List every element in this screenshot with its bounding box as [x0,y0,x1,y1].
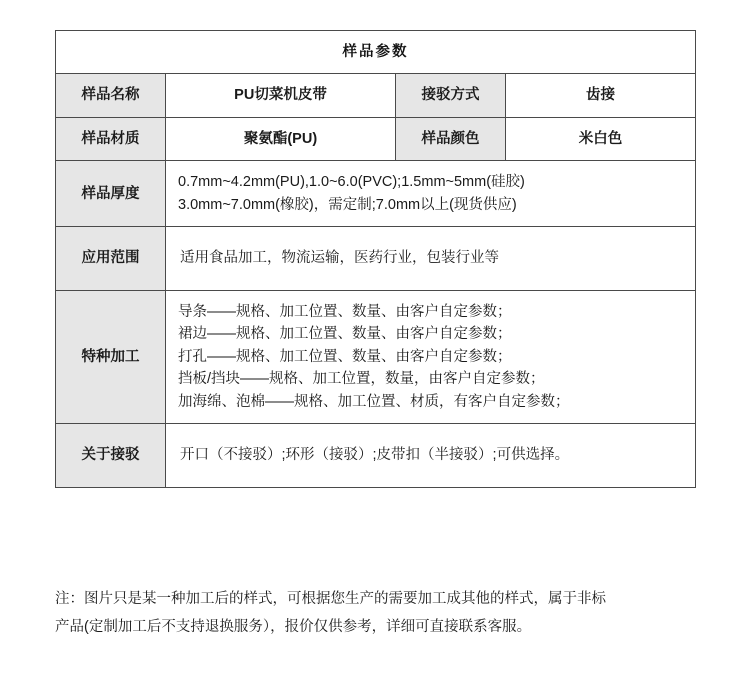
label-sample-material: 样品材质 [56,117,166,160]
value-sample-color: 米白色 [506,117,696,160]
special-processing-line: 打孔——规格、加工位置、数量、由客户自定参数； [178,348,512,365]
footer-note [55,585,695,642]
table-row [56,74,696,117]
footer-note-line-1: 注：图片只是某一种加工后的样式，可根据您生产的需要加工成其他的样式，属于非标 [55,591,606,607]
special-processing-line: 挡板/挡块——规格、加工位置，数量，由客户自定参数； [178,371,545,388]
value-sample-name: PU切菜机皮带 [166,74,396,117]
label-joint-method: 接驳方式 [396,74,506,117]
special-processing-line: 裙边——规格、加工位置、数量、由客户自定参数； [178,326,512,343]
thickness-line-2: 3.0mm~7.0mm(橡胶)，需定制;7.0mm以上(现货供应) [178,196,517,213]
page-title: 样品参数 [56,31,696,74]
sample-parameters-table [55,30,696,488]
value-sample-thickness [166,161,696,227]
value-sample-material: 聚氨酯(PU) [166,117,396,160]
label-sample-color: 样品颜色 [396,117,506,160]
value-special-processing [166,290,696,423]
label-sample-name: 样品名称 [56,74,166,117]
table-row [56,161,696,227]
table-row [56,424,696,487]
value-application-scope: 适用食品加工，物流运输，医药行业，包装行业等 [166,227,696,290]
thickness-line-1: 0.7mm~4.2mm(PU),1.0~6.0(PVC);1.5mm~5mm(硅胶) [178,174,525,191]
footer-note-line-2: 产品(定制加工后不支持退换服务），报价仅供参考，详细可直接联系客服。 [55,619,532,636]
label-special-processing: 特种加工 [56,290,166,423]
label-sample-thickness: 样品厚度 [56,161,166,227]
special-processing-line: 导条——规格、加工位置、数量、由客户自定参数； [178,303,512,320]
special-processing-line: 加海绵、泡棉——规格、加工位置、材质，有客户自定参数； [178,393,570,410]
label-about-joint: 关于接驳 [56,424,166,487]
table-row [56,290,696,423]
value-joint-method: 齿接 [506,74,696,117]
label-application-scope: 应用范围 [56,227,166,290]
table-row-title [56,31,696,74]
value-about-joint: 开口（不接驳）;环形（接驳）;皮带扣（半接驳）;可供选择。 [166,424,696,487]
table-row [56,227,696,290]
table-row [56,117,696,160]
